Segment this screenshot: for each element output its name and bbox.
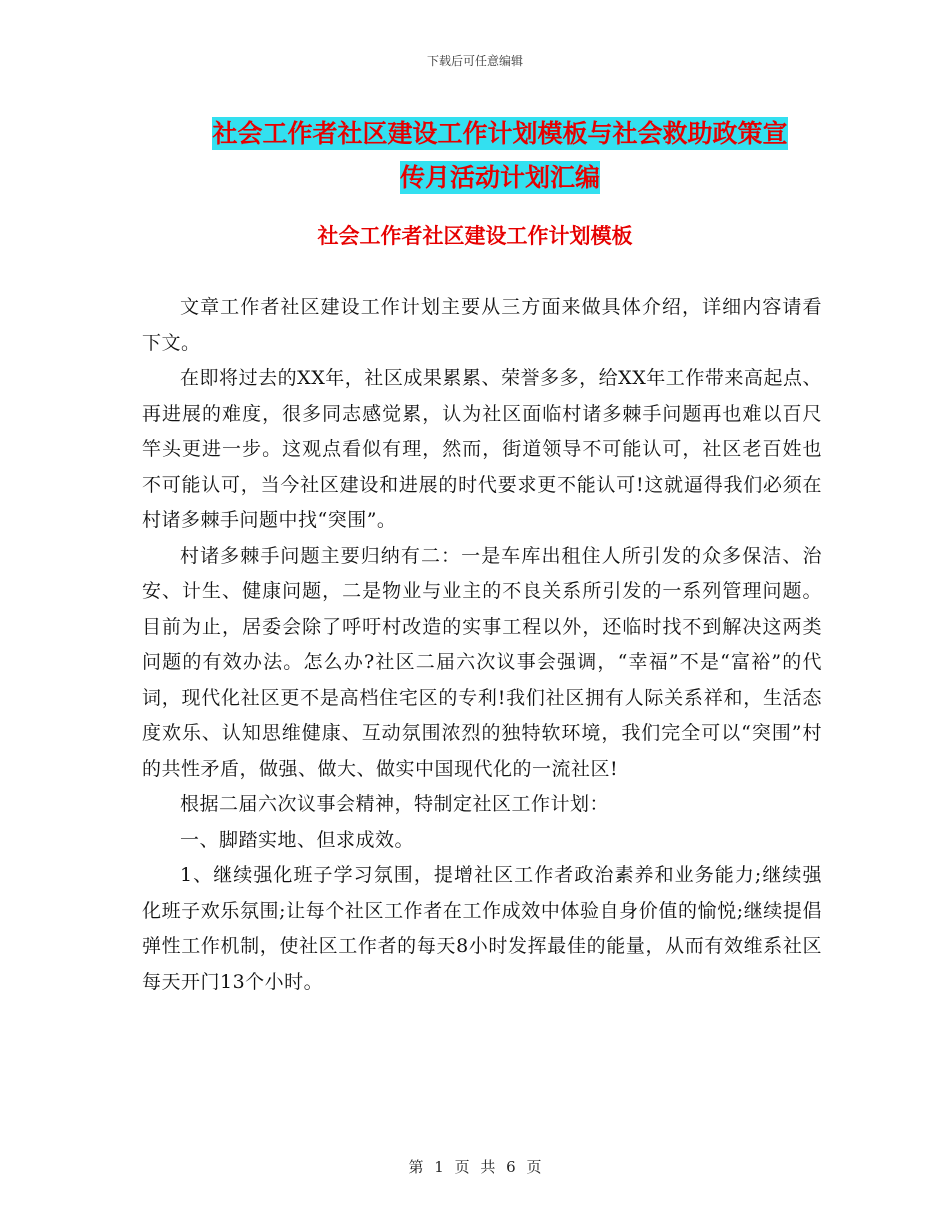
page-number-footer: 第 1 页 共 6 页 — [408, 1158, 542, 1176]
document-title-line-2: 传月活动计划汇编 — [399, 163, 600, 192]
page-header-note: 下载后可任意编辑 — [426, 54, 523, 68]
section-title: 社会工作者社区建设工作计划模板 — [317, 224, 633, 248]
paragraph: 一、脚踏实地、但求成效。 — [180, 828, 415, 851]
document-title-line-1: 社会工作者社区建设工作计划模板与社会救助政策宣 — [212, 119, 788, 148]
document-body — [142, 290, 822, 1000]
paragraph: 村诸多棘手问题主要归纳有二：一是车库出租住人所引发的众多保洁、治安、计生、健康问题，二是物业与业主的不良关系所引发的一系列管理问题。目前为止，居委会除了呼吁村改造的实事工程以外，还临时找不到解决这两类问题的有效办法。怎么办?社区二届六次议事会强调，“幸福”不是“富裕”的代词，现代化社区更不是高档住宅区的专利!我们社区拥有人际关系祥和，生活态度欢乐、认知思维健康、互动氛围浓烈的独特软环境，我们完全可以“突围”村的共性矛盾，做强、做大、做实中国现代化的一流社区! — [142, 544, 822, 780]
paragraph: 根据二届六次议事会精神，特制定社区工作计划： — [180, 793, 610, 815]
paragraph: 在即将过去的XX年，社区成果累累、荣誉多多，给XX年工作带来高起点、再进展的难度，很多同志感觉累，认为社区面临村诸多棘手问题再也难以百尺竿头更进一步。这观点看似有理，然而，街道领导不可能认可，社区老百姓也不可能认可，当今社区建设和进展的时代要求更不能认可!这就逼得我们必须在村诸多棘手问题中找“突围”。 — [142, 367, 822, 531]
document-title — [150, 112, 850, 200]
paragraph: 文章工作者社区建设工作计划主要从三方面来做具体介绍，详细内容请看下文。 — [142, 296, 822, 354]
paragraph: 1、继续强化班子学习氛围，提增社区工作者政治素养和业务能力;继续强化班子欢乐氛围;让每个社区工作者在工作成效中体验自身价值的愉悦;继续提倡弹性工作机制，使社区工作者的每天8小时发挥最佳的能量，从而有效维系社区每天开门13个小时。 — [142, 864, 822, 993]
